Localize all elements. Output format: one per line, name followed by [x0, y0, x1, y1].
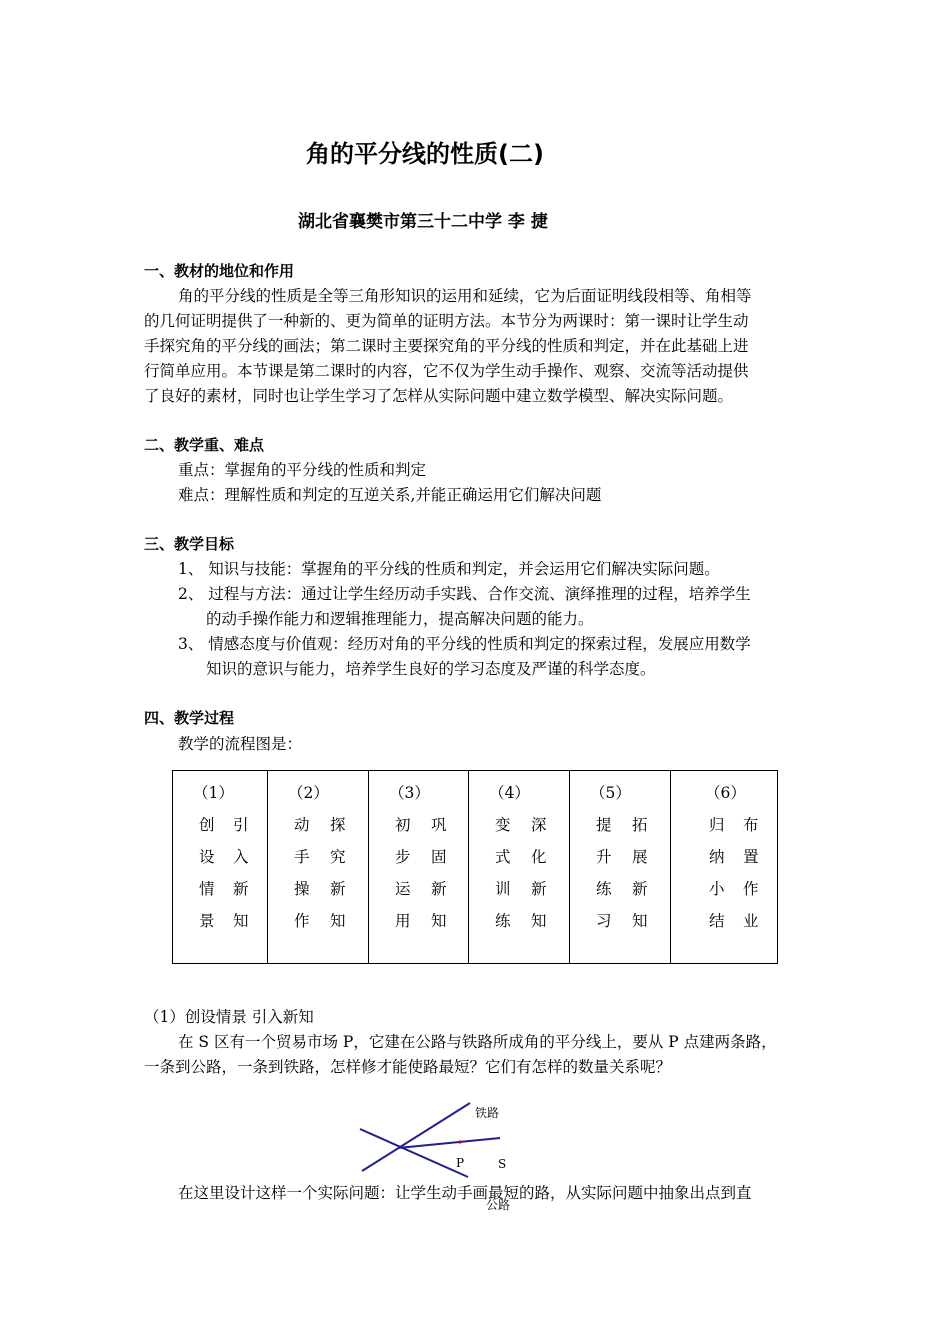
flow-char: 深: [531, 816, 547, 834]
p-label: P: [456, 1156, 465, 1170]
flow-char: 用: [395, 912, 411, 930]
flow-char: 动: [294, 816, 310, 834]
flow-char: 归: [709, 816, 725, 834]
flow-char: 新: [330, 880, 346, 898]
flow-char: 升: [596, 848, 612, 866]
author-line: 湖北省襄樊市第三十二中学 李 捷: [298, 212, 548, 232]
flow-char: 新: [233, 880, 249, 898]
flow-char: 提: [596, 816, 612, 834]
flow-char: 知: [330, 912, 346, 930]
flow-char: 引: [233, 816, 249, 834]
flow-step-number: （5）: [590, 784, 631, 802]
paragraph-line: 手探究角的平分线的画法；第二课时主要探究角的平分线的性质和判定，并在此基础上进: [144, 337, 749, 355]
flow-char: 固: [431, 848, 447, 866]
flow-char: 习: [596, 912, 612, 930]
flow-char: 化: [531, 848, 547, 866]
flow-step-6: [671, 771, 777, 963]
flowchart-intro: 教学的流程图是：: [178, 735, 303, 753]
flow-char: 变: [495, 816, 511, 834]
flow-char: 业: [743, 912, 759, 930]
objective-item: 3、 情感态度与价值观：经历对角的平分线的性质和判定的探索过程，发展应用数学: [178, 635, 751, 653]
section-heading-2: 二、教学重、难点: [144, 436, 265, 454]
paragraph-line: 在 S 区有一个贸易市场 P，它建在公路与铁路所成角的平分线上，要从 P 点建两条路，: [178, 1033, 777, 1051]
teaching-flowchart: [172, 770, 778, 964]
section-heading-1: 一、教材的地位和作用: [144, 262, 295, 280]
key-point: 重点：掌握角的平分线的性质和判定: [178, 461, 427, 479]
difficult-point: 难点：理解性质和判定的互逆关系,并能正确运用它们解决问题: [178, 486, 602, 504]
market-point: [458, 1140, 461, 1143]
flow-char: 景: [199, 912, 215, 930]
objective-item-cont: 的动手操作能力和逻辑推理能力，提高解决问题的能力。: [206, 610, 594, 628]
flow-step-5: [570, 771, 671, 963]
flow-step-number: （4）: [489, 784, 530, 802]
flow-step-4: [469, 771, 570, 963]
flow-step-1: [173, 771, 268, 963]
flow-char: 布: [743, 816, 759, 834]
paragraph-line: 一条到公路，一条到铁路，怎样修才能使路最短？它们有怎样的数量关系呢？: [144, 1058, 672, 1076]
flow-char: 拓: [632, 816, 648, 834]
flow-step-number: （2）: [288, 784, 329, 802]
flow-char: 置: [743, 848, 759, 866]
paragraph-line: 在这里设计这样一个实际问题：让学生动手画最短的路，从实际问题中抽象出点到直: [178, 1184, 752, 1202]
flow-char: 初: [395, 816, 411, 834]
flow-char: 运: [395, 880, 411, 898]
paragraph-line: 行简单应用。本节课是第二课时的内容，它不仅为学生动手操作、观察、交流等活动提供: [144, 362, 749, 380]
flow-char: 步: [395, 848, 411, 866]
flow-char: 创: [199, 816, 215, 834]
flow-char: 练: [596, 880, 612, 898]
paragraph-line: 的几何证明提供了一种新的、更为简单的证明方法。本节分为两课时：第一课时让学生动: [144, 312, 749, 330]
s-label: S: [498, 1157, 507, 1171]
flow-char: 新: [531, 880, 547, 898]
flow-char: 知: [431, 912, 447, 930]
flow-char: 小: [709, 880, 725, 898]
flow-char: 练: [495, 912, 511, 930]
flow-char: 新: [632, 880, 648, 898]
flow-char: 训: [495, 880, 511, 898]
objective-item-cont: 知识的意识与能力，培养学生良好的学习态度及严谨的科学态度。: [206, 660, 656, 678]
section-heading-4: 四、教学过程: [144, 709, 235, 727]
objective-item: 1、 知识与技能：掌握角的平分线的性质和判定，并会运用它们解决实际问题。: [178, 560, 720, 578]
section-heading-3: 三、教学目标: [144, 535, 235, 553]
highway-label: 公路: [486, 1198, 511, 1212]
flow-char: 知: [233, 912, 249, 930]
page-title: 角的平分线的性质(二): [306, 140, 544, 168]
flow-char: 纳: [709, 848, 725, 866]
flow-char: 知: [632, 912, 648, 930]
flow-char: 新: [431, 880, 447, 898]
flow-char: 入: [233, 848, 249, 866]
flow-char: 操: [294, 880, 310, 898]
flow-char: 探: [330, 816, 346, 834]
flow-char: 知: [531, 912, 547, 930]
flow-step-number: （1）: [193, 784, 234, 802]
flow-char: 情: [199, 880, 215, 898]
flow-step-number: （6）: [705, 784, 746, 802]
flow-char: 设: [199, 848, 215, 866]
flow-char: 手: [294, 848, 310, 866]
step1-heading: （1）创设情景 引入新知: [144, 1008, 314, 1026]
objective-item: 2、 过程与方法：通过让学生经历动手实践、合作交流、演绎推理的过程，培养学生: [178, 585, 751, 603]
flow-char: 作: [743, 880, 759, 898]
flow-step-number: （3）: [389, 784, 430, 802]
flow-step-2: [268, 771, 369, 963]
flow-char: 展: [632, 848, 648, 866]
flow-step-3: [369, 771, 469, 963]
flow-char: 作: [294, 912, 310, 930]
highway-line: [360, 1129, 468, 1177]
railway-label: 铁路: [475, 1106, 500, 1120]
flow-char: 巩: [431, 816, 447, 834]
flow-char: 式: [495, 848, 511, 866]
paragraph-line: 了良好的素材，同时也让学生学习了怎样从实际问题中建立数学模型、解决实际问题。: [144, 387, 734, 405]
flow-char: 结: [709, 912, 725, 930]
flow-char: 究: [330, 848, 346, 866]
paragraph-line: 角的平分线的性质是全等三角形知识的运用和延续，它为后面证明线段相等、角相等: [178, 287, 752, 305]
